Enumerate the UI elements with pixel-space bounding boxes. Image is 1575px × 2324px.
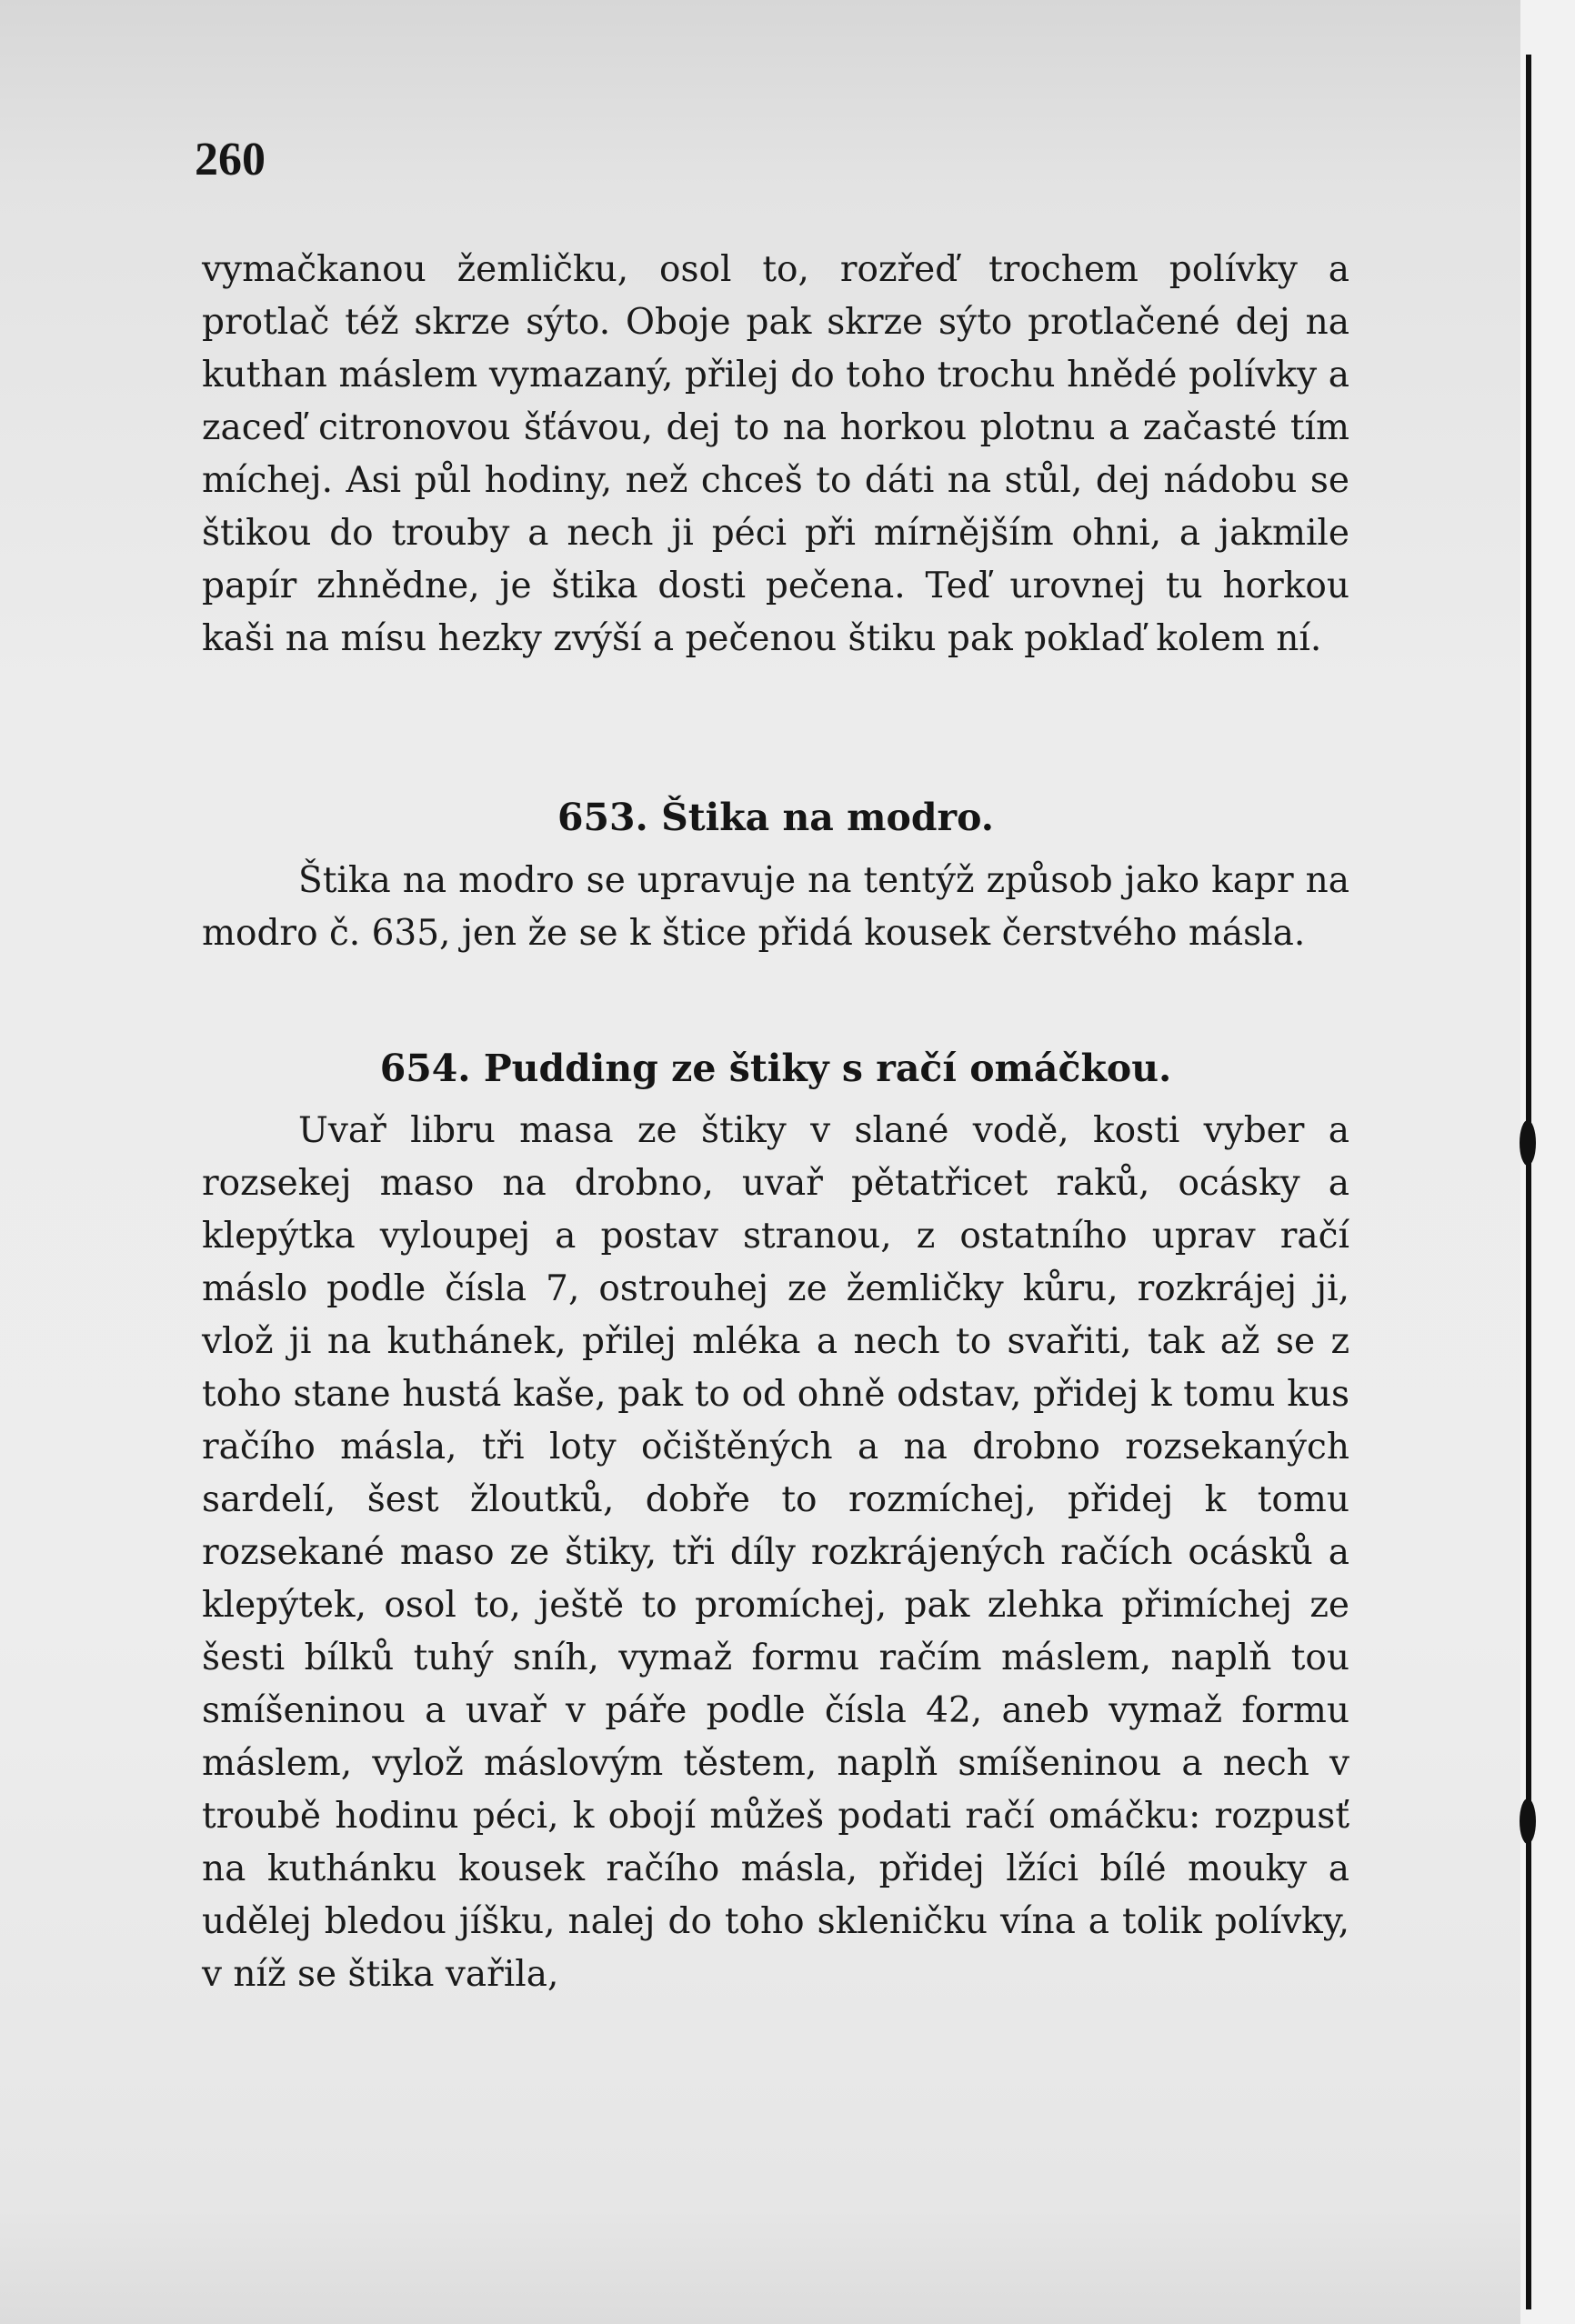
recipe-654-paragraph: Uvař libru masa ze štiky v slané vodě, kosti vyber a rozsekej maso na drobno, uvař pětatřicet raků, ocásky a klepýtka vyloupej a postav stranou, z ostatního uprav račí máslo podle čísla 7, ostrouhej ze žemličky kůru, rozkrájej ji, vlož ji na kuthánek, přilej mléka a nech to svařiti, tak až se z toho stane hustá kaše, pak to od ohně odstav, přidej k tomu kus račího másla, tři loty očištěných a na drobno rozsekaných sardelí, šest žloutků, dobře to rozmíchej, přidej k tomu rozsekané maso ze štiky, tři díly rozkrájených račích ocásků a klepýtek, osol to, ještě to promíchej, pak zlehka přimíchej ze šesti bílků tuhý sníh, vymaž formu račím máslem, naplň tou smíšeninou a uvař v páře podle čísla 42, aneb vymaž formu máslem, vylož máslovým těstem, naplň smíšeninou a nech v troubě hodinu péci, k obojí můžeš podati račí omáčku: rozpusť na kuthánku kousek račího másla, přidej lžíci bílé mouky a udělej bledou jíšku, nalej do toho skleničku vína a tolik polívky, v níž se štika vařila, (202, 1110, 1349, 1995)
recipe-654-heading: 654. Pudding ze štiky s račí omáčkou. (379, 1047, 1172, 1090)
binding-mark (1520, 1120, 1536, 1166)
recipe-653-heading: 653. Štika na modro. (557, 796, 995, 839)
binding-edge (1526, 55, 1531, 2309)
recipe-653-paragraph: Štika na modro se upravuje na tentýž způsob jako kapr na modro č. 635, jen že se k štice přidá kousek čerstvého másla. (202, 860, 1349, 954)
continuation-paragraph: vymačkanou žemličku, osol to, rozřeď trochem polívky a protlač též skrze sýto. Oboje pak skrze sýto protlačené dej na kuthan máslem vymazaný, přilej do toho trochu hnědé polívky a zaceď citronovou šťávou, dej to na horkou plotnu a začasté tím míchej. Asi půl hodiny, než chceš to dáti na stůl, dej nádobu se štikou do trouby a nech ji péci při mírnějším ohni, a jakmile papír zhnědne, je štika dosti pečena. Teď urovnej tu horkou kaši na mísu hezky zvýší a pečenou štiku pak poklaď kolem ní. (202, 249, 1349, 659)
page-number: 260 (195, 134, 266, 185)
binding-mark (1520, 1798, 1536, 1844)
